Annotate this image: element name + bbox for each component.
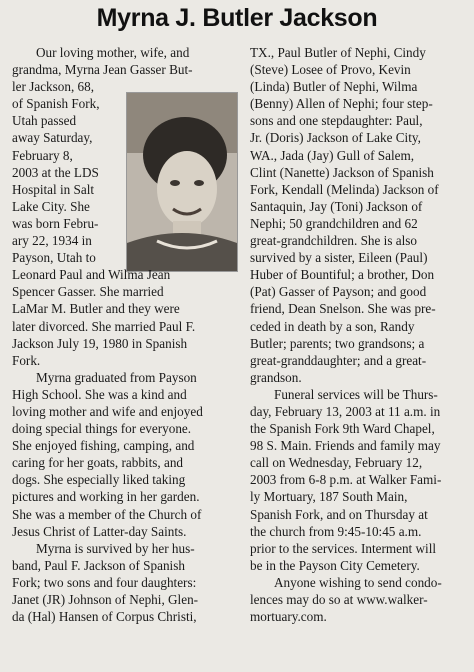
text-line: Spanish Fork, and on Thursday at [250,506,428,522]
text-line: Lake City. She [12,198,90,214]
text-line: LaMar M. Butler and they were [12,301,180,317]
text-line: (Benny) Allen of Nephi; four step- [250,96,433,112]
text-line: da (Hal) Hansen of Corpus Christi, [12,609,197,625]
text-line: sons and one stepdaughter: Paul, [250,113,423,129]
text-line: prior to the services. Interment will [250,540,437,556]
text-line: February 8, [12,147,73,163]
obituary-column-left [12,44,238,625]
text-line: WA., Jada (Jay) Gull of Salem, [250,147,415,163]
text-line: great-grandchildren. She is also [250,233,417,249]
text-line: was born Febru- [12,215,99,231]
text-line: caring for her goats, rabbits, and [12,455,184,471]
text-line: Anyone wishing to send condo- [274,574,442,590]
text-line: Jr. (Doris) Jackson of Lake City, [250,130,421,146]
text-line: (Pat) Gasser of Payson; and good [250,284,427,300]
text-line: (Steve) Losee of Provo, Kevin [250,62,411,78]
text-line: the Spanish Fork 9th Ward Chapel, [250,421,435,437]
text-line: Fork, Kendall (Melinda) Jackson of [250,181,439,197]
text-line: Funeral services will be Thurs- [274,386,438,402]
text-line: 2003 at the LDS [12,164,99,180]
text-line: the church from 9:45-10:45 a.m. [250,523,422,539]
text-line: TX., Paul Butler of Nephi, Cindy [250,45,426,60]
text-line: Santaquin, Jay (Toni) Jackson of [250,198,423,214]
text-line: of Spanish Fork, [12,96,100,112]
text-line: Huber of Bountiful; a brother, Don [250,267,435,283]
text-line: 98 S. Main. Friends and family may [250,438,441,454]
text-line: Clint (Nanette) Jackson of Spanish [250,164,434,180]
text-line: be in the Payson City Cemetery. [250,557,420,573]
text-line: Jackson July 19, 1980 in Spanish [12,335,188,351]
text-line: Leonard Paul and Wilma Jean [12,267,171,283]
text-line: doing special things for everyone. [12,421,192,437]
text-line: loving mother and wife and enjoyed [12,403,203,419]
text-line: Jesus Christ of Latter-day Saints. [12,523,187,539]
text-line: ler Jackson, 68, [12,79,95,95]
text-line: ly Mortuary, 187 South Main, [250,489,408,505]
text-line: great-granddaughter; and a great- [250,352,427,368]
text-line: survived by a sister, Eileen (Paul) [250,250,428,266]
text-line: High School. She was a kind and [12,386,187,402]
text-line: Utah passed [12,113,77,129]
text-line: later divorced. She married Paul F. [12,318,196,334]
text-line: dogs. She especially liked taking [12,472,186,488]
text-line: (Linda) Butler of Nephi, Wilma [250,79,418,95]
text-line: ceded in death by a son, Randy [250,318,415,334]
text-line: Myrna graduated from Payson [36,369,197,385]
text-line: Spencer Gasser. She married [12,284,164,300]
text-line: away Saturday, [12,130,93,146]
text-line: pictures and working in her garden. [12,489,200,505]
text-line: Janet (JR) Johnson of Nephi, Glen- [12,592,199,607]
text-line: mortuary.com. [250,609,327,625]
text-line: Nephi; 50 grandchildren and 62 [250,215,418,231]
obituary-column-right [250,44,466,625]
text-line: Our loving mother, wife, and [36,45,190,60]
text-line: grandson. [250,369,302,385]
text-line: call on Wednesday, February 12, [250,455,423,471]
text-line: Payson, Utah to [12,250,96,266]
text-line: Hospital in Salt [12,181,95,197]
text-line: lences may do so at www.walker- [250,592,428,607]
text-line: grandma, Myrna Jean Gasser But- [12,62,193,78]
text-line: band, Paul F. Jackson of Spanish [12,557,185,573]
text-line: She was a member of the Church of [12,506,202,522]
text-line: day, February 13, 2003 at 11 a.m. in [250,403,441,419]
text-line: 2003 from 6-8 p.m. at Walker Fami- [250,472,442,488]
text-line: She enjoyed fishing, camping, and [12,438,195,454]
text-line: Myrna is survived by her hus- [36,540,195,556]
obituary-title: Myrna J. Butler Jackson [96,4,378,32]
text-line: Fork. [12,352,41,368]
text-line: Butler; parents; two grandsons; a [250,335,425,351]
text-line: ary 22, 1934 in [12,233,92,249]
text-line: friend, Dean Snelson. She was pre- [250,301,436,317]
text-line: Fork; two sons and four daughters: [12,574,197,590]
